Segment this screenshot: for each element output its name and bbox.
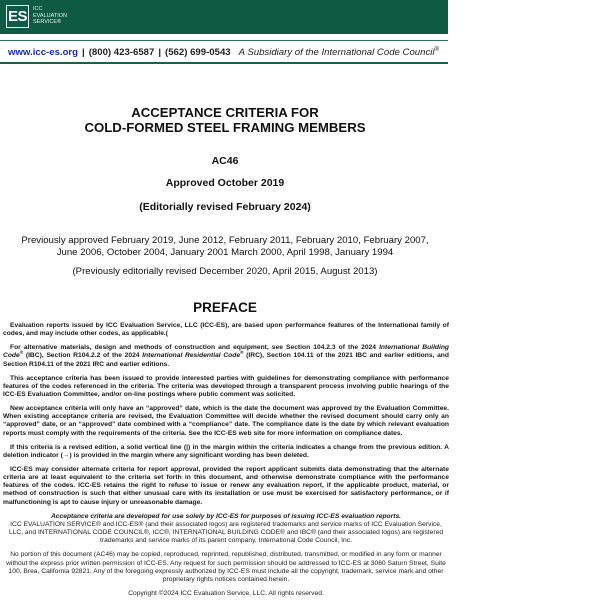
icc-es-logo [6, 5, 29, 28]
preface-note: Acceptance criteria are developed for use solely by ICC-ES for purposes of issuing ICC-ES evaluation reports. [50, 512, 402, 520]
preface-paragraph: ICC-ES may consider alternate criteria for report approval, provided the report applicant submits data demonstrating that the alternate criteria are at least equivalent to the criteria set forth in this document, and otherwise demonstrate compliance with the performance features of the codes. ICC-ES retains the right to refuse to issue or renew any evaluation report, if the applicable product, material, or method of construction is such that either unusual care with its installation or use must be exercised for satisfactory performance, or if malfunctioning is apt to cause injury or unreasonable damage. [3, 465, 449, 506]
document-title: ACCEPTANCE CRITERIA FOR COLD-FORMED STEEL FRAMING MEMBERS [84, 105, 366, 135]
phone-2: (562) 699-0543 [165, 47, 231, 58]
phone-1: (800) 423-6587 [88, 47, 155, 58]
logo-text-line: EVALUATION [33, 12, 68, 19]
copyright-notice: Copyright ©2024 ICC Evaluation Service, LLC. All rights reserved. [128, 590, 324, 598]
header-rule-bottom [0, 62, 448, 64]
approved-date: Approved October 2019 [165, 177, 285, 189]
preface-paragraph: Evaluation reports issued by ICC Evaluation Service, LLC (ICC-ES), are based upon performance features of the International family of codes, and may include other codes, as applicable.( [3, 322, 449, 338]
preface-heading: PREFACE [193, 300, 257, 315]
logo-text-line: ICC [33, 6, 43, 12]
header-banner [0, 0, 448, 34]
editorial-revision: (Editorially revised February 2024) [139, 201, 311, 213]
separator: | [158, 47, 162, 58]
preface-body [3, 322, 449, 527]
separator: | [82, 47, 85, 58]
preface-paragraph: If this criteria is a revised edition, a solid vertical line (|) in the margin within the criteria indicates a change from the previous edition. A deletion indicator (→) is provided in the margin where any significant wording has been deleted. [3, 443, 449, 459]
subsidiary-text: A Subsidiary of the International Code Council® [238, 46, 439, 58]
previously-editorial: (Previously editorially revised December 2020, April 2015, August 2013) [72, 266, 378, 277]
website-link[interactable]: www.icc-es.org [8, 47, 79, 58]
permission-notice: No portion of this document (AC46) may be copied, reproduced, reprinted, republished, distributed, transmitted, or modified in any form or manner without the express prior written permission of ICC-ES. Any request for such permission should be addressed to ICC-ES at 3060 Saturn Street, Suite 100, Brea, California 92821. Any of the foregoing expressly authorized by ICC-ES must include all the copyright, trademark, service mark and other proprietary rights notices contained herein. [6, 551, 446, 584]
previously-approved: Previously approved February 2019, June 2012, February 2011, February 2010, February 2007, June 2006, October 2004, January 2001 March 2000, April 1998, January 1994 [21, 235, 429, 258]
legal-footer [3, 521, 449, 604]
header-rule-top [0, 40, 448, 41]
preface-paragraph: This acceptance criteria has been issued to provide interested parties with guidelines for demonstrating compliance with performance features of the codes referenced in the criteria. The criteria was developed through a transparent process involving public hearings of the ICC-ES Evaluation Committee, and/or on-line postings where public comment was solicited. [3, 374, 449, 399]
logo-text-line: SERVICE® [33, 19, 62, 25]
logo-text [33, 6, 67, 26]
criteria-code: AC46 [211, 155, 239, 167]
preface-paragraph: For alternative materials, design and methods of construction and equipment, see Section 104.2.3 of the 2024 International Building Code® (IBC), Section R104.2.2 of the 2024 International Residential Code® (IRC), Section 104.11 of the 2021 IBC and earlier editions, and Section R104.11 of the 2021 IRC and earlier editions. [3, 344, 450, 368]
contact-bar [8, 47, 439, 58]
trademark-notice: ICC EVALUATION SERVICE® and ICC-ES® (and their associated logos) are registered trademarks and service marks of ICC Evaluation Service, LLC, and INTERNATIONAL CODE COUNCIL®, ICC®, INTERNATIONAL BUILDING CODE® and IBC® (and their associated logos) are registered trademarks and service marks of its parent company, International Code Council, Inc. [8, 521, 444, 545]
preface-paragraph: New acceptance criteria will only have an “approved” date, which is the date the document was approved by the Evaluation Committee. When existing acceptance criteria are revised, the Evaluation Committee will decide whether the revised document should carry only an “approved” date, or an “approved” date combined with a “compliance” date. The compliance date is the date by which relevant evaluation reports must comply with the requirements of the criteria. See the ICC-ES web site for more information on compliance dates. [3, 405, 449, 437]
logo-mark: ES [7, 8, 27, 25]
